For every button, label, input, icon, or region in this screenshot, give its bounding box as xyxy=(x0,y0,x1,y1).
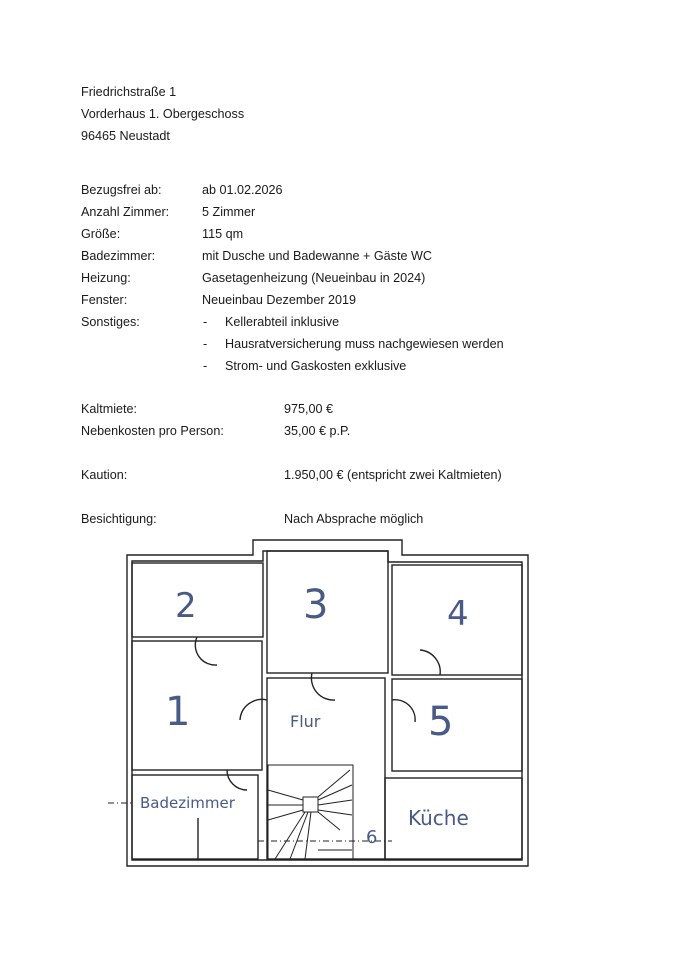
viewing-label: Besichtigung: xyxy=(81,512,157,526)
misc-item: Hausratversicherung muss nachgewiesen werden xyxy=(225,337,504,351)
detail-label: Heizung: xyxy=(81,271,131,285)
cost-label: Nebenkosten pro Person: xyxy=(81,424,224,438)
room-label-2: 2 xyxy=(175,586,197,626)
room-label-6: 6 xyxy=(366,827,378,848)
viewing-value: Nach Absprache möglich xyxy=(284,512,424,526)
misc-item: Kellerabteil inklusive xyxy=(225,315,340,329)
room-label-3: 3 xyxy=(303,582,329,628)
detail-label: Anzahl Zimmer: xyxy=(81,205,170,219)
door-arc xyxy=(227,770,247,790)
misc-item: Strom- und Gaskosten exklusive xyxy=(225,359,407,373)
room-label-kitchen: Küche xyxy=(408,806,469,830)
room-2-outline xyxy=(132,563,263,637)
room-label-5: 5 xyxy=(428,699,454,745)
bullet-dash: - xyxy=(203,337,208,351)
door-arc xyxy=(240,699,267,720)
detail-value: Neueinbau Dezember 2019 xyxy=(202,293,357,307)
staircase xyxy=(268,765,353,859)
detail-value: ab 01.02.2026 xyxy=(202,183,283,197)
detail-label: Größe: xyxy=(81,227,121,241)
room-label-1: 1 xyxy=(165,689,191,735)
detail-value: 115 qm xyxy=(202,227,244,241)
door-arc xyxy=(311,673,335,700)
cost-value: 975,00 € xyxy=(284,402,334,416)
detail-label: Fenster: xyxy=(81,293,128,307)
address-building: Vorderhaus 1. Obergeschoss xyxy=(81,107,245,121)
detail-value: Gasetagenheizung (Neueinbau in 2024) xyxy=(202,271,426,285)
door-arc xyxy=(420,650,440,675)
deposit-label: Kaution: xyxy=(81,468,128,482)
detail-value: 5 Zimmer xyxy=(202,205,256,219)
room-label-hallway: Flur xyxy=(290,712,321,731)
detail-value: mit Dusche und Badewanne + Gäste WC xyxy=(202,249,432,263)
misc-label: Sonstiges: xyxy=(81,315,140,329)
address-street: Friedrichstraße 1 xyxy=(81,85,177,99)
deposit-value: 1.950,00 € (entspricht zwei Kaltmieten) xyxy=(284,468,502,482)
bullet-dash: - xyxy=(203,359,208,373)
detail-label: Bezugsfrei ab: xyxy=(81,183,162,197)
bathroom-outline xyxy=(132,775,258,859)
room-5-outline xyxy=(392,679,522,771)
room-label-bathroom: Badezimmer xyxy=(140,794,235,812)
cost-label: Kaltmiete: xyxy=(81,402,137,416)
door-arc xyxy=(392,700,415,722)
room-1-outline xyxy=(132,641,262,770)
address-city: 96465 Neustadt xyxy=(81,129,170,143)
cost-value: 35,00 € p.P. xyxy=(284,424,351,438)
room-label-4: 4 xyxy=(447,594,469,634)
bullet-dash: - xyxy=(203,315,208,329)
detail-label: Badezimmer: xyxy=(81,249,156,263)
